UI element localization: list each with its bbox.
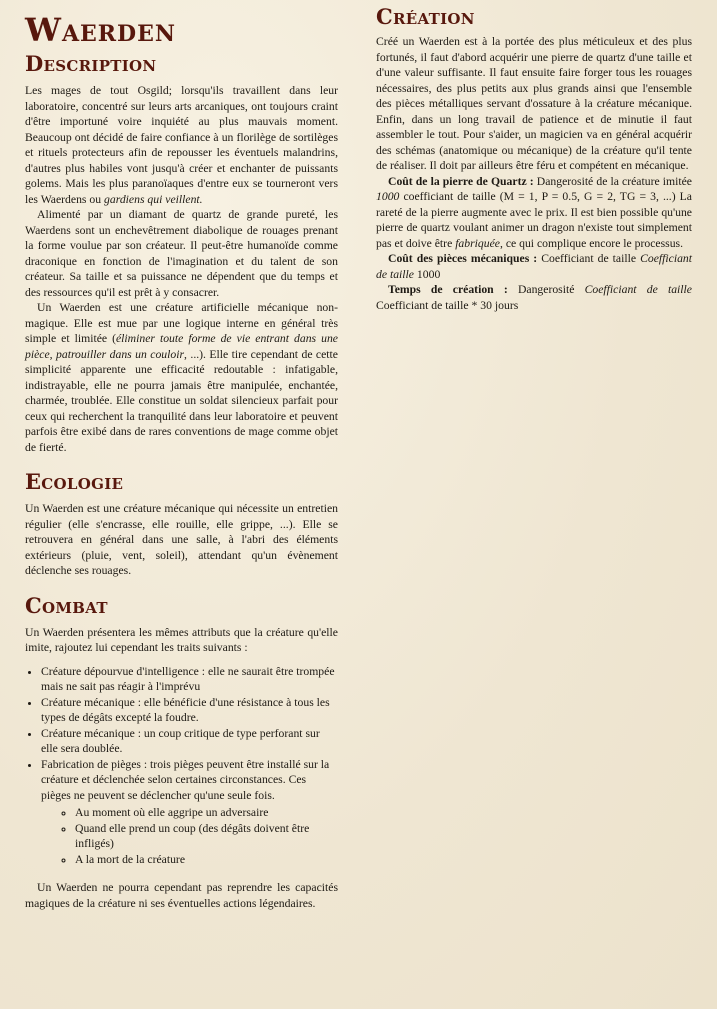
heading-combat: Combat — [25, 592, 108, 618]
heading-ecologie: Ecologie — [25, 469, 124, 494]
heading-description: Description — [25, 51, 157, 76]
trap-triggers-list — [41, 805, 338, 867]
label: Temps de création : — [388, 283, 508, 296]
text: Fabrication de pièges : trois pièges peuvent être installé sur la créature et déclenchée selon certaines circonstances. Ces pièges ne peuvent se déclencher qu'une seule fois. — [41, 757, 330, 802]
emphasis: fabriquée — [455, 236, 500, 250]
emphasis: Coefficiant de taille — [376, 252, 692, 281]
text: , ce qui complique encore le processus. — [499, 236, 684, 250]
text: Coefficiant de taille * 30 jours — [376, 298, 519, 312]
list-item: • Créature mécanique : un coup critique de type perforant sur elle sera doublée. — [41, 726, 338, 757]
text: 1000 — [413, 267, 441, 281]
emphasis: gardiens qui veillent. — [104, 192, 203, 206]
label: Coût des pièces mécaniques : — [388, 252, 538, 265]
description-paragraph-2: Alimenté par un diamant de quartz de grande pureté, les Waerdens sont un enchevêtrement diabolique de rouages prenant la forme voulue par son créateur. Il peut-être humanoïde comme draconique en fonction de l'imagination et du talent de son créateur. Sa taille et sa puissance ne dépendent que du temps et des ressources qu'il est prêt à y consacrer. — [25, 208, 338, 299]
combat-traits-list — [25, 664, 338, 868]
list-item — [41, 757, 338, 868]
ecologie-paragraph: Un Waerden est une créature mécanique qui nécessite un entretien régulier (elle s'encrasse, elle rouille, elle grippe, ...). Elle se retrouvera en général dans une salle, à l'abri des éléments extérieurs (pluie, vent, soleil), attendant qu'un évènement déclenche ses rouages. — [25, 502, 338, 577]
description-paragraph-3 — [25, 300, 338, 455]
emphasis: éliminer toute forme de vie entrant dans une pièce, patrouiller dans un couloir — [25, 332, 338, 361]
text: Dangerosité de la créature imitée — [533, 174, 692, 188]
list-item: ◦ Quand elle prend un coup (des dégâts doivent être infligés) — [75, 821, 338, 852]
text: Coefficiant de taille — [537, 252, 641, 265]
text: Un Waerden est une créature artificielle mécanique non-magique. Elle est mue par une logique interne en général très simple et limitée ( — [25, 301, 338, 345]
left-column — [25, 10, 338, 911]
pieces-cost — [376, 251, 692, 282]
text: coefficiant de taille (M = 1, P = 0.5, G = 2, TG = 3, ...) La rareté de la pierre augmente avec le prix. Il est bien possible qu'une pierre de quartz voulant animer un dragon n'existe tout simplement pas et doive être — [376, 190, 692, 250]
emphasis: Coefficiant de taille — [584, 283, 692, 296]
quartz-cost — [376, 174, 692, 252]
text: Les mages de tout Osgild; lorsqu'ils travaillent dans leur laboratoire, concentré sur leurs arts arcaniques, ont toujours craint d'être importuné voire inquiété au plus mauvais moment. Beaucoup ont décidé de faire confiance à un florilège de sortilèges et rituels protecteurs afin de repousser les éventuels malandrins, d'autres plus habiles vont jusqu'à créer et enchanter de puissants golems. Mais les plus paranoïaques d'entre eux se tourneront vers les Waerdens ou — [25, 84, 338, 206]
right-column — [376, 4, 692, 313]
list-item: ◦ A la mort de la créature — [75, 852, 338, 868]
list-item: • Créature dépourvue d'intelligence : elle ne saurait être trompée mais ne sait pas réagir à l'imprévu — [41, 664, 338, 695]
list-item: ◦ Au moment où elle aggripe un adversaire — [75, 805, 338, 821]
page-title: Waerden — [25, 11, 177, 49]
list-item: • Créature mécanique : elle bénéficie d'une résistance à tous les types de dégâts excepté la foudre. — [41, 695, 338, 726]
combat-outro: Un Waerden ne pourra cependant pas reprendre les capacités magiques de la créature ni ses éventuelles actions légendaires. — [25, 881, 338, 910]
description-paragraph-1 — [25, 83, 338, 207]
label: Coût de la pierre de Quartz : — [388, 174, 534, 188]
combat-intro: Un Waerden présentera les mêmes attributs que la créature qu'elle imite, rajoutez lui cependant les traits suivants : — [25, 625, 338, 654]
creation-time — [376, 282, 692, 313]
text: , ...). Elle tire cependant de cette simplicité apparente une efficacité redoutable : infatigable, indistrayable, elle ne pourra jamais être manipulée, enchantée, charmée, troublée. Elle constitue un soldat silencieux parfait pour ceux qui recherchent la tranquilité dans leur laboratoire et peuvent parfois être exibé dans de rares conventions de mage comme objet de fierté. — [25, 347, 338, 454]
creation-paragraph: Créé un Waerden est à la portée des plus méticuleux et des plus fortunés, il faut d'abord acquérir une pierre de quartz d'une taille et d'une valeur suffisante. Il faut ensuite faire forger tous les rouages nécessaires, des plus petits aux plus grands ainsi que l'ensemble des pièces métalliques servant d'ossature à la créature mécanique. Enfin, dans un long travail de patience et de minutie il faut assembler le tout. Pour s'aider, un magicien va en général acquérir des schémas (anatomique ou mécanique) de la créature qu'il tente de réaliser. Il doit par ailleurs être féru et compétent en mécanique. — [376, 35, 692, 172]
emphasis: 1000 — [376, 190, 400, 203]
text: Dangerosité — [507, 283, 585, 296]
heading-creation: Création — [376, 4, 475, 29]
